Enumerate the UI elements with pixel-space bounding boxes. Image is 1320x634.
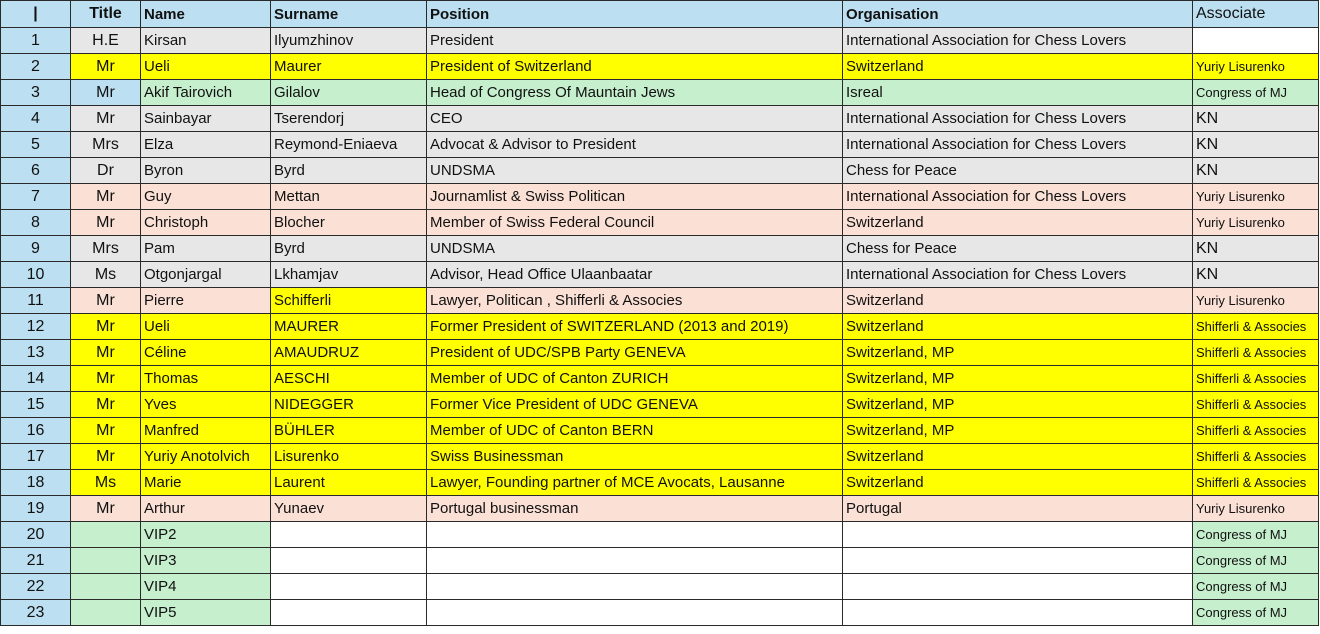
- header-organisation[interactable]: Organisation: [843, 1, 1193, 28]
- table-row: [1, 28, 1319, 54]
- cell-surname[interactable]: AESCHI: [271, 366, 427, 392]
- cell-surname[interactable]: Laurent: [271, 470, 427, 496]
- cell-organisation[interactable]: Switzerland: [843, 470, 1193, 496]
- table-row: [1, 132, 1319, 158]
- cell-organisation[interactable]: Switzerland: [843, 210, 1193, 236]
- cell-name[interactable]: Akif Tairovich: [141, 80, 271, 106]
- cell-organisation[interactable]: International Association for Chess Lovers: [843, 184, 1193, 210]
- cell-name[interactable]: Elza: [141, 132, 271, 158]
- header-row: [1, 1, 1319, 28]
- table-row: [1, 236, 1319, 262]
- cell-title[interactable]: Ms: [71, 262, 141, 288]
- cell-position[interactable]: Member of Swiss Federal Council: [427, 210, 843, 236]
- cell-organisation[interactable]: International Association for Chess Lovers: [843, 106, 1193, 132]
- cell-associate[interactable]: KN: [1193, 106, 1319, 132]
- cell-title[interactable]: Mr: [71, 418, 141, 444]
- row-number[interactable]: 5: [1, 132, 71, 158]
- cell-name[interactable]: Otgonjargal: [141, 262, 271, 288]
- cell-surname[interactable]: Maurer: [271, 54, 427, 80]
- cell-surname[interactable]: Schifferli: [271, 288, 427, 314]
- table-row: [1, 184, 1319, 210]
- cell-position[interactable]: Lawyer, Politican , Shifferli & Associes: [427, 288, 843, 314]
- cell-title[interactable]: Mr: [71, 54, 141, 80]
- cell-surname[interactable]: NIDEGGER: [271, 392, 427, 418]
- row-number[interactable]: 16: [1, 418, 71, 444]
- cell-organisation[interactable]: International Association for Chess Lovers: [843, 262, 1193, 288]
- table-row: [1, 54, 1319, 80]
- cell-name[interactable]: VIP3: [141, 548, 271, 574]
- cell-associate[interactable]: Shifferli & Associes: [1193, 418, 1319, 444]
- cell-organisation[interactable]: Switzerland: [843, 444, 1193, 470]
- cell-title[interactable]: Mr: [71, 366, 141, 392]
- cell-name[interactable]: VIP2: [141, 522, 271, 548]
- cell-position[interactable]: Former Vice President of UDC GENEVA: [427, 392, 843, 418]
- cell-organisation[interactable]: Switzerland, MP: [843, 418, 1193, 444]
- cell-associate[interactable]: Shifferli & Associes: [1193, 340, 1319, 366]
- cell-position[interactable]: President: [427, 28, 843, 54]
- cell-name[interactable]: Pam: [141, 236, 271, 262]
- row-number[interactable]: 10: [1, 262, 71, 288]
- table-row: [1, 158, 1319, 184]
- row-number[interactable]: 9: [1, 236, 71, 262]
- row-number[interactable]: 15: [1, 392, 71, 418]
- cell-surname[interactable]: Byrd: [271, 158, 427, 184]
- cell-surname[interactable]: Blocher: [271, 210, 427, 236]
- cell-title[interactable]: [71, 548, 141, 574]
- cell-organisation[interactable]: Portugal: [843, 496, 1193, 522]
- header-surname[interactable]: Surname: [271, 1, 427, 28]
- table-row: [1, 600, 1319, 626]
- cell-associate[interactable]: Yuriy Lisurenko: [1193, 496, 1319, 522]
- cell-associate[interactable]: [1193, 28, 1319, 54]
- table-row: [1, 574, 1319, 600]
- cell-name[interactable]: Manfred: [141, 418, 271, 444]
- cell-position[interactable]: [427, 522, 843, 548]
- cell-surname[interactable]: [271, 548, 427, 574]
- cell-position[interactable]: [427, 600, 843, 626]
- cell-position[interactable]: [427, 574, 843, 600]
- row-number[interactable]: 22: [1, 574, 71, 600]
- cell-organisation[interactable]: Chess for Peace: [843, 158, 1193, 184]
- cell-organisation[interactable]: Switzerland: [843, 54, 1193, 80]
- cell-surname[interactable]: [271, 574, 427, 600]
- cell-title[interactable]: Mr: [71, 288, 141, 314]
- cell-title[interactable]: Dr: [71, 158, 141, 184]
- cell-name[interactable]: VIP4: [141, 574, 271, 600]
- cell-associate[interactable]: Shifferli & Associes: [1193, 444, 1319, 470]
- row-number[interactable]: 6: [1, 158, 71, 184]
- cell-surname[interactable]: MAURER: [271, 314, 427, 340]
- table-row: [1, 418, 1319, 444]
- cell-associate[interactable]: KN: [1193, 132, 1319, 158]
- cell-position[interactable]: Head of Congress Of Mauntain Jews: [427, 80, 843, 106]
- cell-organisation[interactable]: [843, 522, 1193, 548]
- cell-surname[interactable]: Reymond-Eniaeva: [271, 132, 427, 158]
- cell-title[interactable]: Mr: [71, 444, 141, 470]
- cell-position[interactable]: President of Switzerland: [427, 54, 843, 80]
- table-row: [1, 314, 1319, 340]
- table-row: [1, 262, 1319, 288]
- header-position[interactable]: Position: [427, 1, 843, 28]
- cell-surname[interactable]: Lkhamjav: [271, 262, 427, 288]
- row-number[interactable]: 18: [1, 470, 71, 496]
- cell-name[interactable]: Arthur: [141, 496, 271, 522]
- row-number[interactable]: 8: [1, 210, 71, 236]
- table-row: [1, 522, 1319, 548]
- cell-name[interactable]: Yves: [141, 392, 271, 418]
- row-number[interactable]: 14: [1, 366, 71, 392]
- row-number[interactable]: 12: [1, 314, 71, 340]
- cell-organisation[interactable]: [843, 548, 1193, 574]
- cell-name[interactable]: VIP5: [141, 600, 271, 626]
- cell-title[interactable]: Mr: [71, 80, 141, 106]
- cell-title[interactable]: Mr: [71, 106, 141, 132]
- cell-name[interactable]: Sainbayar: [141, 106, 271, 132]
- cell-position[interactable]: UNDSMA: [427, 236, 843, 262]
- row-number[interactable]: 11: [1, 288, 71, 314]
- cell-name[interactable]: Thomas: [141, 366, 271, 392]
- cell-position[interactable]: Advisor, Head Office Ulaanbaatar: [427, 262, 843, 288]
- cell-title[interactable]: Mr: [71, 210, 141, 236]
- row-number[interactable]: 4: [1, 106, 71, 132]
- cell-title[interactable]: Mr: [71, 340, 141, 366]
- cell-title[interactable]: H.E: [71, 28, 141, 54]
- header-name[interactable]: Name: [141, 1, 271, 28]
- cell-associate[interactable]: KN: [1193, 262, 1319, 288]
- table-row: [1, 106, 1319, 132]
- cell-associate[interactable]: Shifferli & Associes: [1193, 366, 1319, 392]
- cell-associate[interactable]: Yuriy Lisurenko: [1193, 210, 1319, 236]
- cell-title[interactable]: Mrs: [71, 236, 141, 262]
- cell-surname[interactable]: BÜHLER: [271, 418, 427, 444]
- cell-associate[interactable]: Shifferli & Associes: [1193, 314, 1319, 340]
- cell-title[interactable]: Mr: [71, 314, 141, 340]
- table-row: [1, 470, 1319, 496]
- cell-associate[interactable]: KN: [1193, 236, 1319, 262]
- cell-organisation[interactable]: Switzerland: [843, 288, 1193, 314]
- cell-associate[interactable]: Congress of MJ: [1193, 80, 1319, 106]
- cell-position[interactable]: UNDSMA: [427, 158, 843, 184]
- cell-surname[interactable]: Gilalov: [271, 80, 427, 106]
- cell-position[interactable]: Swiss Businessman: [427, 444, 843, 470]
- cell-position[interactable]: Member of UDC of Canton BERN: [427, 418, 843, 444]
- cell-organisation[interactable]: Switzerland, MP: [843, 392, 1193, 418]
- row-number[interactable]: 21: [1, 548, 71, 574]
- cell-title[interactable]: [71, 600, 141, 626]
- cell-title[interactable]: [71, 522, 141, 548]
- cell-title[interactable]: Mr: [71, 392, 141, 418]
- cell-position[interactable]: President of UDC/SPB Party GENEVA: [427, 340, 843, 366]
- row-number[interactable]: 2: [1, 54, 71, 80]
- cell-associate[interactable]: Congress of MJ: [1193, 522, 1319, 548]
- cell-associate[interactable]: Yuriy Lisurenko: [1193, 288, 1319, 314]
- table-row: [1, 340, 1319, 366]
- table-row: [1, 444, 1319, 470]
- cell-organisation[interactable]: Isreal: [843, 80, 1193, 106]
- table-row: [1, 496, 1319, 522]
- cell-name[interactable]: Ueli: [141, 314, 271, 340]
- cell-surname[interactable]: Mettan: [271, 184, 427, 210]
- row-number[interactable]: 13: [1, 340, 71, 366]
- cell-position[interactable]: CEO: [427, 106, 843, 132]
- cell-associate[interactable]: KN: [1193, 158, 1319, 184]
- cell-surname[interactable]: AMAUDRUZ: [271, 340, 427, 366]
- cell-organisation[interactable]: Switzerland: [843, 314, 1193, 340]
- cell-surname[interactable]: [271, 600, 427, 626]
- cell-organisation[interactable]: Switzerland, MP: [843, 340, 1193, 366]
- cell-organisation[interactable]: International Association for Chess Lovers: [843, 132, 1193, 158]
- cell-name[interactable]: Kirsan: [141, 28, 271, 54]
- row-number[interactable]: 1: [1, 28, 71, 54]
- cell-position[interactable]: [427, 548, 843, 574]
- cell-name[interactable]: Ueli: [141, 54, 271, 80]
- cell-organisation[interactable]: International Association for Chess Lovers: [843, 28, 1193, 54]
- cell-surname[interactable]: Yunaev: [271, 496, 427, 522]
- cell-surname[interactable]: Ilyumzhinov: [271, 28, 427, 54]
- row-number[interactable]: 7: [1, 184, 71, 210]
- cell-associate[interactable]: Congress of MJ: [1193, 574, 1319, 600]
- cell-associate[interactable]: Shifferli & Associes: [1193, 470, 1319, 496]
- cell-associate[interactable]: Congress of MJ: [1193, 548, 1319, 574]
- row-number[interactable]: 20: [1, 522, 71, 548]
- table-row: [1, 80, 1319, 106]
- row-number[interactable]: 17: [1, 444, 71, 470]
- row-number[interactable]: 3: [1, 80, 71, 106]
- cell-title[interactable]: Mrs: [71, 132, 141, 158]
- cell-associate[interactable]: Congress of MJ: [1193, 600, 1319, 626]
- cell-position[interactable]: Former President of SWITZERLAND (2013 and 2019): [427, 314, 843, 340]
- cell-title[interactable]: Mr: [71, 184, 141, 210]
- cell-associate[interactable]: Shifferli & Associes: [1193, 392, 1319, 418]
- cell-surname[interactable]: Lisurenko: [271, 444, 427, 470]
- cell-name[interactable]: Céline: [141, 340, 271, 366]
- header-index[interactable]: |: [1, 1, 71, 28]
- cell-name[interactable]: Yuriy Anotolvich: [141, 444, 271, 470]
- cell-name[interactable]: Christoph: [141, 210, 271, 236]
- cell-position[interactable]: Portugal businessman: [427, 496, 843, 522]
- cell-position[interactable]: Lawyer, Founding partner of MCE Avocats, Lausanne: [427, 470, 843, 496]
- cell-organisation[interactable]: [843, 600, 1193, 626]
- table-row: [1, 366, 1319, 392]
- row-number[interactable]: 23: [1, 600, 71, 626]
- cell-title[interactable]: Ms: [71, 470, 141, 496]
- table-row: [1, 392, 1319, 418]
- cell-associate[interactable]: Yuriy Lisurenko: [1193, 184, 1319, 210]
- cell-name[interactable]: Marie: [141, 470, 271, 496]
- cell-position[interactable]: Journamlist & Swiss Politican: [427, 184, 843, 210]
- cell-surname[interactable]: [271, 522, 427, 548]
- table-row: [1, 548, 1319, 574]
- cell-name[interactable]: Pierre: [141, 288, 271, 314]
- cell-name[interactable]: Byron: [141, 158, 271, 184]
- cell-surname[interactable]: Byrd: [271, 236, 427, 262]
- cell-organisation[interactable]: Switzerland, MP: [843, 366, 1193, 392]
- cell-position[interactable]: Advocat & Advisor to President: [427, 132, 843, 158]
- cell-organisation[interactable]: [843, 574, 1193, 600]
- cell-associate[interactable]: Yuriy Lisurenko: [1193, 54, 1319, 80]
- cell-position[interactable]: Member of UDC of Canton ZURICH: [427, 366, 843, 392]
- cell-name[interactable]: Guy: [141, 184, 271, 210]
- row-number[interactable]: 19: [1, 496, 71, 522]
- header-title[interactable]: Title: [71, 1, 141, 28]
- header-associate[interactable]: Associate: [1193, 1, 1319, 28]
- table-row: [1, 288, 1319, 314]
- cell-organisation[interactable]: Chess for Peace: [843, 236, 1193, 262]
- cell-title[interactable]: [71, 574, 141, 600]
- cell-surname[interactable]: Tserendorj: [271, 106, 427, 132]
- table-row: [1, 210, 1319, 236]
- cell-title[interactable]: Mr: [71, 496, 141, 522]
